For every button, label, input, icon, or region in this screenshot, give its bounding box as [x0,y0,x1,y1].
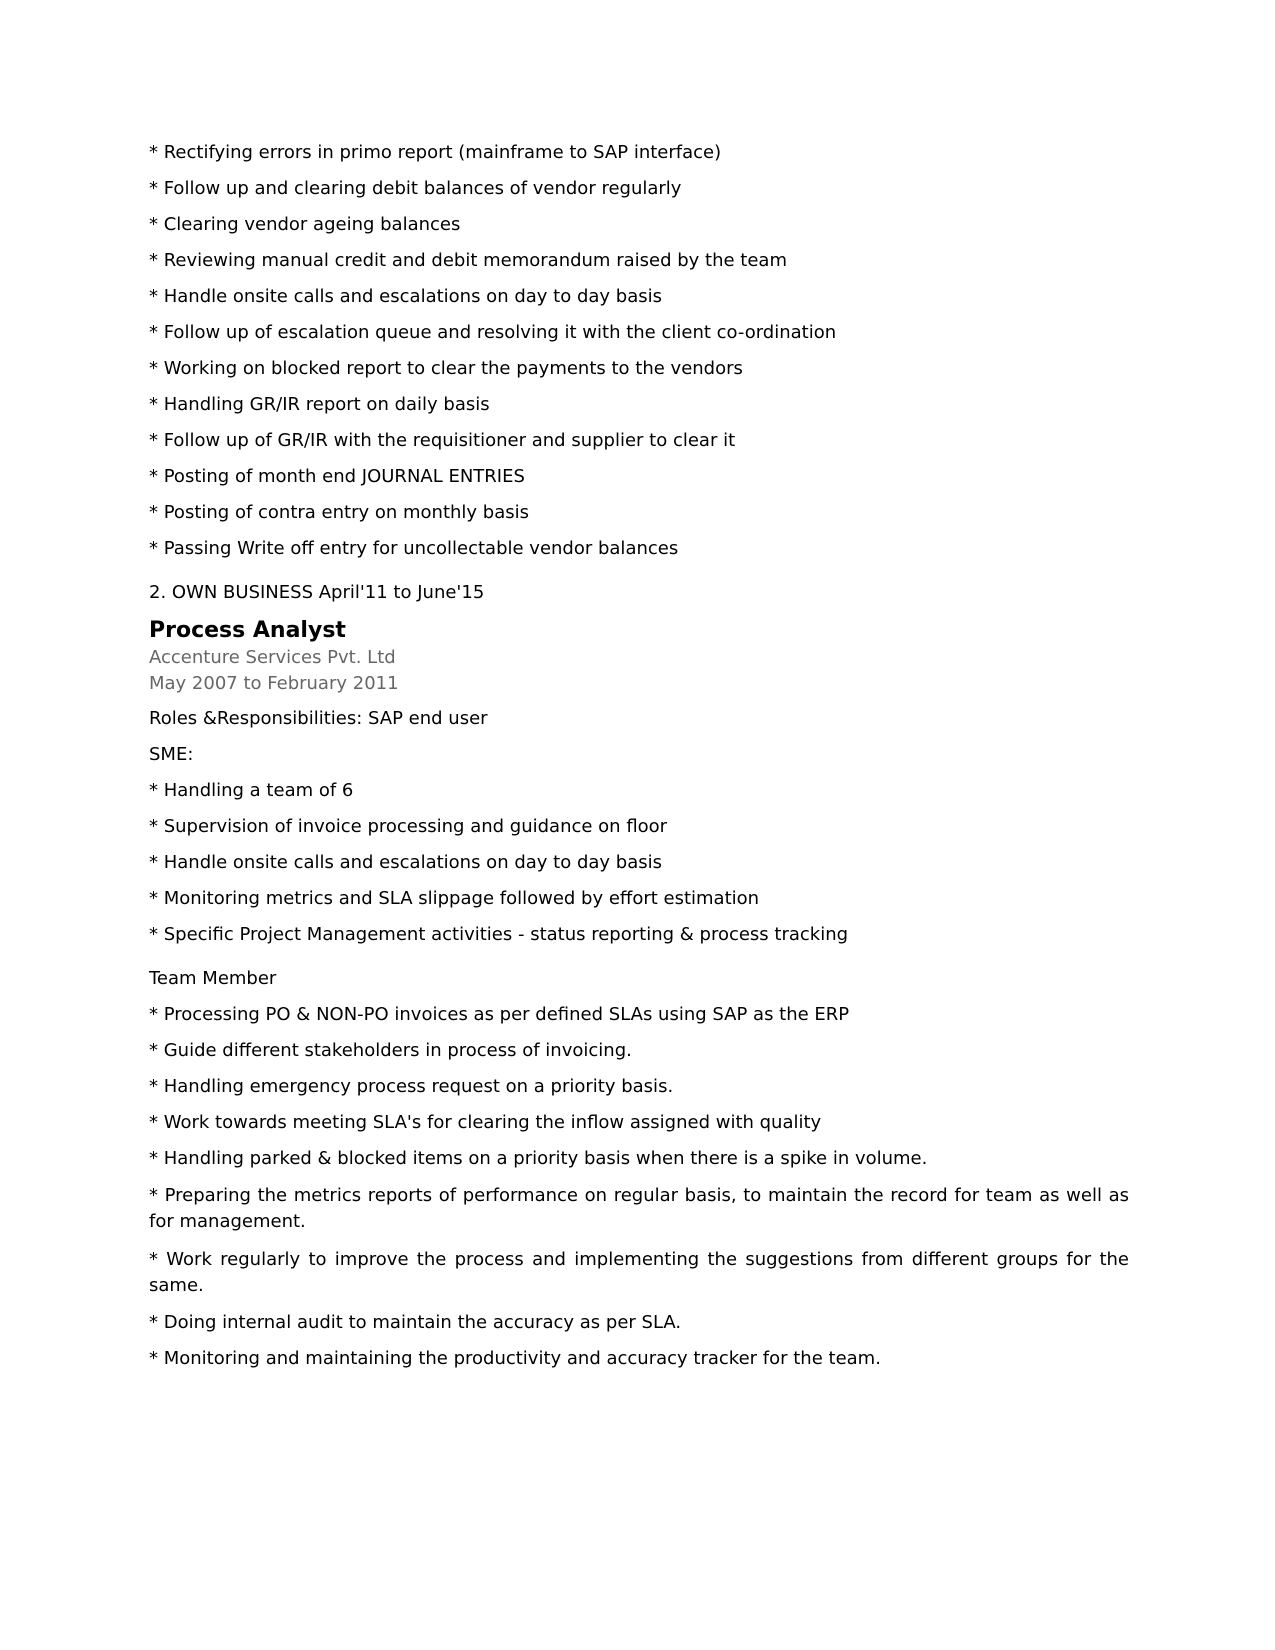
list-item: * Follow up of GR/IR with the requisitioner and supplier to clear it [149,430,736,451]
list-item: * Handle onsite calls and escalations on day to day basis [149,852,662,873]
list-item: * Work regularly to improve the process and implementing the suggestions from different groups for the same. [149,1249,1129,1296]
team-member-heading: Team Member [149,968,277,989]
list-item: * Reviewing manual credit and debit memorandum raised by the team [149,250,787,271]
sme-heading: SME: [149,744,194,765]
list-item: * Clearing vendor ageing balances [149,214,461,235]
list-item: * Handling GR/IR report on daily basis [149,394,490,415]
list-item: * Monitoring metrics and SLA slippage followed by effort estimation [149,888,760,909]
list-item: * Doing internal audit to maintain the accuracy as per SLA. [149,1312,682,1333]
list-item: * Rectifying errors in primo report (mainframe to SAP interface) [149,142,722,163]
list-item: * Posting of contra entry on monthly basis [149,502,530,523]
company-name: Accenture Services Pvt. Ltd [149,647,396,668]
list-item: * Handling emergency process request on a priority basis. [149,1076,674,1097]
list-item: * Preparing the metrics reports of performance on regular basis, to maintain the record for team as well as for management. [149,1185,1129,1232]
list-item: * Handle onsite calls and escalations on day to day basis [149,286,662,307]
resume-page [149,141,1129,1383]
list-item: * Follow up of escalation queue and resolving it with the client co-ordination [149,322,837,343]
list-item: * Follow up and clearing debit balances of vendor regularly [149,178,682,199]
list-item: * Work towards meeting SLA's for clearing the inflow assigned with quality [149,1112,822,1133]
list-item: * Supervision of invoice processing and guidance on floor [149,816,668,837]
list-item: * Processing PO & NON-PO invoices as per defined SLAs using SAP as the ERP [149,1004,850,1025]
list-item: * Handling a team of 6 [149,780,354,801]
own-business-heading: 2. OWN BUSINESS April'11 to June'15 [149,582,485,603]
list-item: * Guide different stakeholders in process of invoicing. [149,1040,632,1061]
team-bullets [149,1003,1129,1371]
section1-bullets [149,141,1129,561]
list-item: * Handling parked & blocked items on a priority basis when there is a spike in volume. [149,1148,928,1169]
list-item: * Passing Write off entry for uncollectable vendor balances [149,538,679,559]
list-item: * Monitoring and maintaining the productivity and accuracy tracker for the team. [149,1348,881,1369]
sme-bullets [149,779,1129,947]
list-item: * Posting of month end JOURNAL ENTRIES [149,466,525,487]
list-item: * Specific Project Management activities - status reporting & process tracking [149,924,849,945]
job-title: Process Analyst [149,618,346,643]
list-item: * Working on blocked report to clear the payments to the vendors [149,358,743,379]
job-dates: May 2007 to February 2011 [149,673,399,694]
roles-heading: Roles &Responsibilities: SAP end user [149,708,488,729]
